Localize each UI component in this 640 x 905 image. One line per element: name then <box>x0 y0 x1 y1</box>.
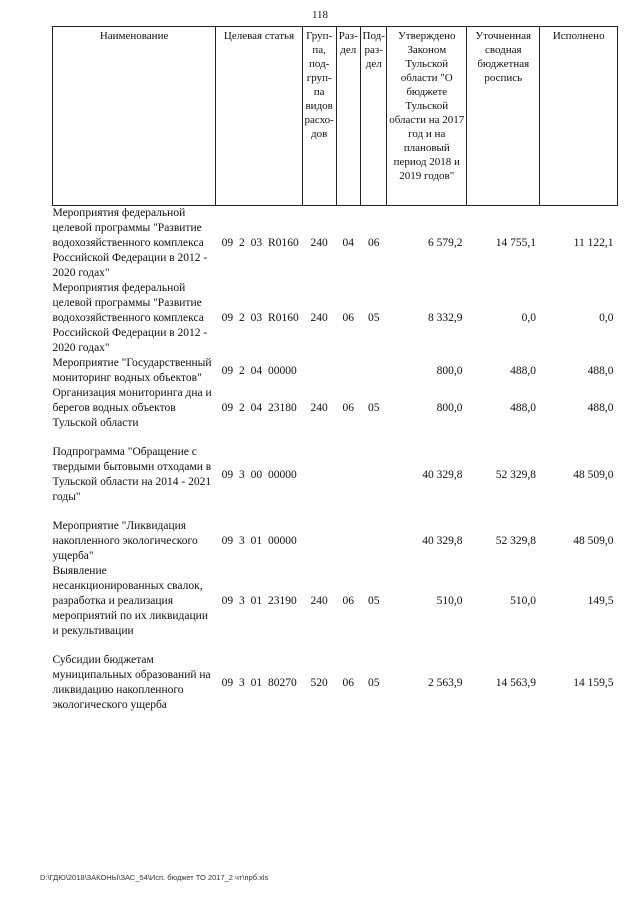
budget-table <box>52 26 618 713</box>
row-group: 520 <box>310 676 328 689</box>
row-subsection: 05 <box>367 676 380 689</box>
row-subsection: 06 <box>367 237 380 249</box>
header-row <box>53 27 618 206</box>
header-target: Целевая статья <box>216 27 303 206</box>
header-section: Раз-дел <box>336 27 360 206</box>
table-row <box>53 206 618 282</box>
row-group: 240 <box>310 595 328 607</box>
row-target-code: 09 3 00 00000 <box>221 468 297 481</box>
spacer-cell <box>53 639 618 653</box>
row-name: Мероприятие "Ликвидация накопленного экологического ущерба" <box>52 520 198 562</box>
table-row <box>53 445 618 505</box>
row-section: 04 <box>342 237 354 249</box>
row-refined: 14 755,1 <box>495 237 536 249</box>
row-subsection <box>360 356 387 386</box>
row-section <box>336 445 360 505</box>
row-name: Мероприятия федеральной целевой программы "Развитие водохозяйственного комплекса Российской Федерации в 2012 - 2020 годах" <box>52 282 208 354</box>
row-section: 06 <box>342 312 354 324</box>
row-refined: 14 563,9 <box>495 676 536 689</box>
page-number: 118 <box>311 9 329 21</box>
table-row <box>53 356 618 386</box>
row-executed: 0,0 <box>599 312 614 324</box>
row-name: Организация мониторинга дна и берегов водных объектов Тульской области <box>52 387 212 429</box>
row-approved: 8 332,9 <box>428 312 463 324</box>
row-name: Выявление несанкционированных свалок, разработка и реализация мероприятий по их ликвидации и рекультивации <box>52 565 208 637</box>
row-section <box>336 356 360 386</box>
row-subsection <box>360 445 387 505</box>
row-spacer <box>53 505 618 519</box>
row-subsection: 05 <box>367 402 380 414</box>
row-approved: 2 563,9 <box>428 676 463 689</box>
row-group <box>302 356 336 386</box>
row-spacer <box>53 639 618 653</box>
row-name: Подпрограмма "Обращение с твердыми бытовыми отходами в Тульской области на 2014 - 2021 годы" <box>52 446 212 503</box>
row-refined: 52 329,8 <box>495 468 536 481</box>
row-target-code: 09 2 03 R0160 <box>221 312 299 324</box>
row-target-code: 09 3 01 23190 <box>221 595 297 607</box>
row-spacer <box>53 431 618 445</box>
spacer-cell <box>53 505 618 519</box>
row-subsection: 05 <box>367 312 380 324</box>
row-subsection: 05 <box>367 595 380 607</box>
row-executed: 488,0 <box>587 364 614 377</box>
row-section <box>336 519 360 564</box>
row-executed: 14 159,5 <box>573 676 614 689</box>
header-approved: Утверждено Законом Тульской области "О бюджете Тульской области на 2017 год и на плановый период 2018 и 2019 годов" <box>387 27 467 206</box>
row-refined: 510,0 <box>510 595 536 607</box>
row-approved: 6 579,2 <box>428 237 463 249</box>
header-name: Наименование <box>53 27 216 206</box>
row-executed: 48 509,0 <box>573 468 614 481</box>
row-target-code: 09 2 04 00000 <box>221 364 297 377</box>
row-approved: 40 329,8 <box>422 468 463 481</box>
row-refined: 488,0 <box>510 364 536 377</box>
row-target-code: 09 3 01 00000 <box>221 535 297 547</box>
header-subsection: Под-раз-дел <box>360 27 387 206</box>
row-approved: 800,0 <box>436 402 463 414</box>
row-group: 240 <box>310 312 328 324</box>
row-approved: 510,0 <box>436 595 463 607</box>
row-executed: 488,0 <box>587 402 614 414</box>
table-row <box>53 386 618 431</box>
header-group: Груп-па, под-груп-па видов расхо-дов <box>302 27 336 206</box>
file-path-footer: D:\ГДЮ\2018\ЗАКОНЫ\ЗАС_54\Исп. бюджет ТО 2017_2 чт\прб.xls <box>40 873 269 882</box>
table-row <box>53 281 618 356</box>
row-name: Мероприятие "Государственный мониторинг водных объектов" <box>52 357 212 384</box>
table-row <box>53 653 618 713</box>
row-refined: 488,0 <box>510 402 536 414</box>
header-refined: Уточненная сводная бюджетная роспись <box>467 27 540 206</box>
row-executed: 11 122,1 <box>573 237 614 249</box>
row-refined: 0,0 <box>521 312 536 324</box>
row-name: Мероприятия федеральной целевой программы "Развитие водохозяйственного комплекса Российской Федерации в 2012 - 2020 годах" <box>52 207 208 279</box>
row-section: 06 <box>342 676 354 689</box>
row-approved: 800,0 <box>436 364 463 377</box>
row-refined: 52 329,8 <box>495 535 536 547</box>
row-group <box>302 519 336 564</box>
row-group: 240 <box>310 402 328 414</box>
row-name: Субсидии бюджетам муниципальных образований на ликвидацию накопленного экологического ущерба <box>52 654 211 711</box>
header-executed: Исполнено <box>540 27 618 206</box>
row-section: 06 <box>342 595 354 607</box>
row-target-code: 09 2 03 R0160 <box>221 237 299 249</box>
row-target-code: 09 3 01 80270 <box>221 676 297 689</box>
row-executed: 48 509,0 <box>573 535 614 547</box>
row-executed: 149,5 <box>587 595 614 607</box>
table-row <box>53 519 618 564</box>
row-section: 06 <box>342 402 354 414</box>
row-target-code: 09 2 04 23180 <box>221 402 297 414</box>
row-group: 240 <box>310 237 328 249</box>
spacer-cell <box>53 431 618 445</box>
row-group <box>302 445 336 505</box>
row-approved: 40 329,8 <box>422 535 463 547</box>
row-subsection <box>360 519 387 564</box>
table-row <box>53 564 618 639</box>
